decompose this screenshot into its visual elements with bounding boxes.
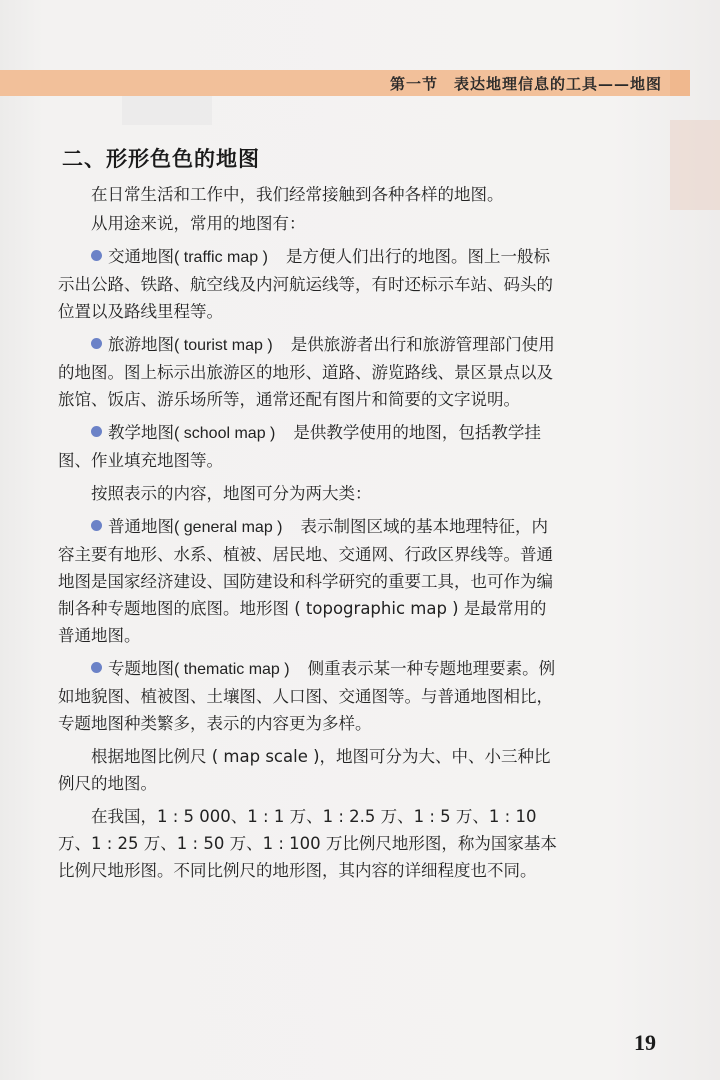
bullet-dot-icon (91, 250, 102, 261)
paragraph (58, 743, 558, 797)
paragraph (58, 480, 558, 507)
paragraph-text: 侧重表示某一种专题地理要素。例如地貌图、植被图、土壤图、人口图、交通图等。与普通地图相比，专题地图种类繁多，表示的内容更为多样。 (58, 659, 556, 733)
term-english: ( general map ) (174, 519, 283, 536)
paragraph-text: 根据地图比例尺 ( map scale )，地图可分为大、中、小三种比例尺的地图。 (58, 747, 551, 793)
term: 旅游地图 (108, 335, 174, 354)
list-item (58, 513, 558, 649)
bullet-dot-icon (91, 520, 102, 531)
term-english: ( traffic map ) (174, 249, 268, 266)
bullet-dot-icon (91, 338, 102, 349)
paragraph-text: 是供教学使用的地图，包括教学挂图、作业填充地图等。 (58, 423, 541, 470)
bullet-dot-icon (91, 662, 102, 673)
term: 交通地图 (108, 247, 174, 266)
paragraph-text: 按照表示的内容，地图可分为两大类： (91, 484, 372, 503)
show-through-tab (122, 95, 212, 125)
paragraph (58, 803, 558, 884)
term-english: ( thematic map ) (174, 661, 290, 678)
paragraph-text: 是方便人们出行的地图。图上一般标示出公路、铁路、航空线及内河航运线等，有时还标示车站、码头的位置以及路线里程等。 (58, 247, 553, 321)
running-header (0, 70, 670, 96)
paragraph-text: 表示制图区域的基本地理特征，内容主要有地形、水系、植被、居民地、交通网、行政区界线等。普通地图是国家经济建设、国防建设和科学研究的重要工具，也可作为编制各种专题地图的底图。地形图 ( topographic map ) 是最常用的普通地图。 (58, 517, 553, 645)
list-item (58, 331, 558, 413)
body-text (58, 181, 558, 890)
section-title: 二、形形色色的地图 (62, 147, 260, 171)
term: 教学地图 (108, 423, 174, 442)
paragraph (58, 210, 558, 237)
paragraph-text: 是供旅游者出行和旅游管理部门使用的地图。图上标示出旅游区的地形、道路、游览路线、景区景点以及旅馆、饭店、游乐场所等，通常还配有图片和简要的文字说明。 (58, 335, 555, 409)
paragraph-text: 从用途来说，常用的地图有： (91, 214, 306, 233)
paragraph-text: 在我国，1 : 5 000、1 : 1 万、1 : 2.5 万、1 : 5 万、1 : 10 万、1 : 25 万、1 : 50 万、1 : 100 万比例尺地形图，称为国家基本比例尺地形图。不同比例尺的地形图，其内容的详细程度也不同。 (58, 807, 557, 880)
list-item (58, 243, 558, 325)
paragraph-text: 在日常生活和工作中，我们经常接触到各种各样的地图。 (91, 185, 504, 204)
list-item (58, 419, 558, 474)
term: 普通地图 (108, 517, 174, 536)
page-edge-tab (670, 120, 720, 210)
term-english: ( tourist map ) (174, 337, 273, 354)
list-item (58, 655, 558, 737)
page-number: 19 (634, 1030, 656, 1055)
paragraph (58, 181, 558, 208)
bullet-dot-icon (91, 426, 102, 437)
term: 专题地图 (108, 659, 174, 678)
term-english: ( school map ) (174, 425, 276, 442)
running-header-title: 第一节 表达地理信息的工具——地图 (389, 75, 662, 93)
